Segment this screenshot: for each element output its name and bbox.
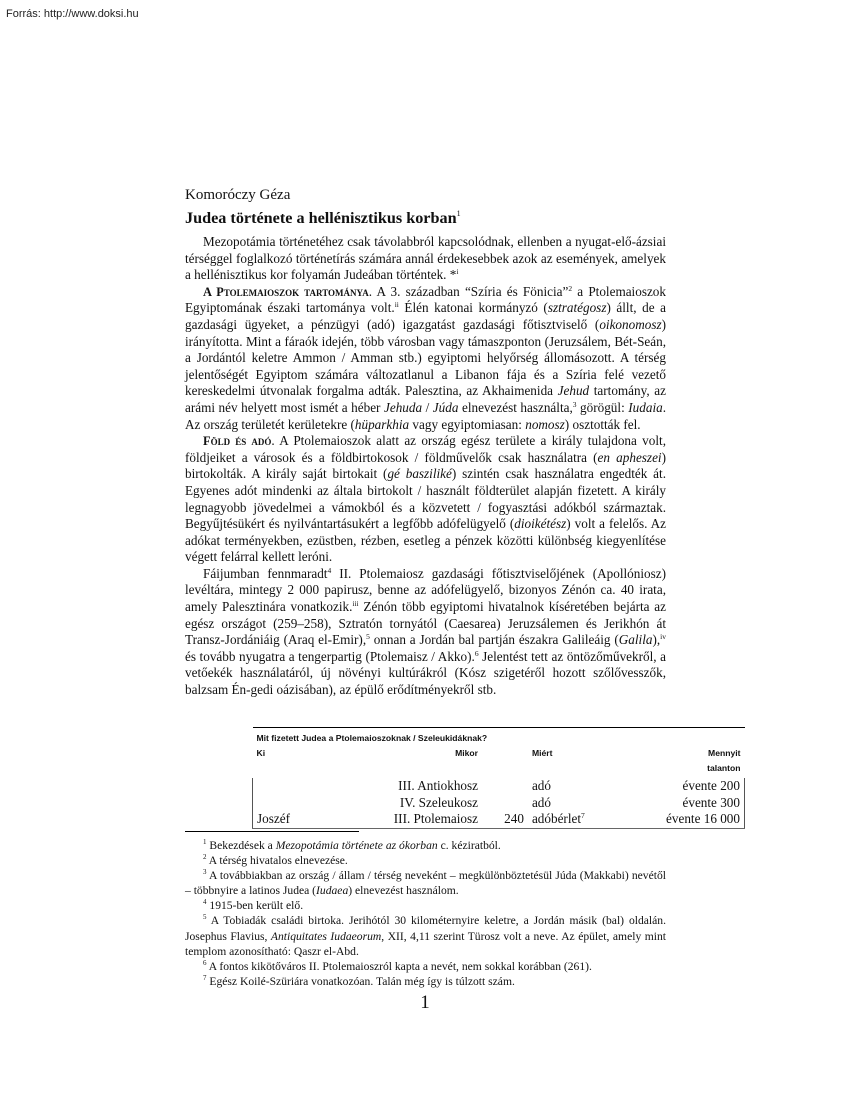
text: c. kéziratból. (437, 839, 501, 852)
cell-mennyit: évente 16 000 (618, 811, 745, 828)
footnote-7 (185, 974, 666, 989)
footnote-number: 6 (203, 958, 207, 967)
text: tartomány, az arámi név helyett most ismét a héber (185, 383, 666, 415)
term: en apheszei (597, 449, 662, 465)
footnote-ref[interactable]: 7 (581, 811, 585, 821)
term: nomosz (525, 416, 565, 432)
section-heading: Föld és adó (203, 434, 272, 449)
text: Zénón több egyiptomi hivatalnok kíséretében bejárta az egész országot (259–258), Sztratón tornyától (Caesarea) Jeruzsálemen és Jerikhón át Transz-Jordániáig (Araq el-Emir), (185, 599, 667, 648)
author-name: Komoróczy Géza (185, 187, 291, 203)
header-mikor: Mikor (455, 748, 479, 758)
footnote-number: 2 (203, 853, 207, 862)
endnote-ref[interactable]: iv (660, 632, 666, 642)
text: Fáijumban fennmaradt (203, 565, 328, 581)
cell-miert-text: adó (531, 794, 551, 810)
footnote-divider (185, 831, 359, 832)
cell-ki (253, 795, 371, 812)
text: A továbbiakban az ország / állam / térség neveként – megkülönböztetésül Júda (Makkabi) nevétől – többnyire a latinos Judea ( (185, 869, 666, 898)
cell-year (482, 778, 528, 795)
term: Júda (432, 399, 459, 415)
term: sztratégosz (547, 300, 607, 316)
page-number: 1 (420, 992, 430, 1013)
text: A térség hivatalos elnevezése. (206, 854, 348, 868)
article-body (185, 234, 666, 699)
cell-year (482, 795, 528, 812)
text: ) volt a felelős. Az adókat terményekben, ezüstben, rézben, esetleg a pénzek közötti különbség kiegyenlítése végett felárral kellett leróni. (185, 516, 667, 565)
text: 1915-ben került elő. (206, 899, 304, 913)
header-mennyit-line1: Mennyit (708, 748, 741, 758)
term: gé basziliké (387, 466, 452, 482)
footnote-ref[interactable]: 2 (568, 283, 573, 293)
text: vagy egyiptomiasan: (409, 416, 526, 432)
cell-miert-text: adóbérlet (531, 811, 581, 827)
footnote-number: 3 (203, 868, 207, 877)
term: dioikétész (514, 516, 567, 532)
text: Mezopotámia történetéhez csak távolabbról kapcsolódnak, ellenben a nyugat-elő-ázsiai térséggel foglalkozó történetírás számára annál érdekesebbek azok az események, amelyek a hellénisztikus kor folyamán Judeában történtek. * (185, 234, 666, 283)
header-miert: Miért (531, 748, 553, 758)
title-text: Judea története a hellénisztikus korban (185, 209, 457, 227)
book-title: Antiquitates Iudaeorum (270, 929, 382, 943)
cell-mikor: III. Ptolemaiosz (370, 811, 482, 828)
text: ) szintén csak használatra engedték át. Egyenes adót mindenki az általa birtokolt / használt földterület alapján fizetett. A király legnagyobb jövedelmei a vámokból és a közvetett / fogyasztási adókból származtak. Begyűjtésükért és nyilvántartásukért a legfőbb adófelügyelő ( (185, 466, 666, 532)
book-title: Mezopotámia története az ókorban (275, 839, 438, 852)
cell-year: 240 (482, 811, 528, 828)
text: a Ptolemaioszok Egyiptomának északi tartománya volt. (185, 283, 666, 316)
text: ) irányította. Mint a fáraók idején, több városban vagy támaszponton (Jeruzsálem, Bét-Seán, a Jordántól keletre Ammon / Amman stb.) egyiptomi helyőrség állomásozott. A térség jelentőségét Egyiptom számára változatlanul a Libanon fája és a Szíria felé vezető kereskedelmi útvonalak forgalma adták. Palesztina, az Akhaimenida (185, 316, 666, 399)
term: oikonomosz (599, 316, 662, 332)
text: , (381, 929, 388, 943)
text: ) elnevezést használom. (348, 884, 459, 898)
footnote-number: 7 (203, 973, 207, 982)
text: / (422, 399, 433, 415)
table-row (253, 811, 745, 828)
footnote-2 (185, 853, 666, 868)
term: Jehud (557, 383, 590, 399)
text: . A 3. században “Szíria és Fönicia” (368, 283, 569, 299)
footnote-1 (185, 838, 666, 853)
roman-numeral: XII (387, 929, 404, 943)
text: onnan a Jordán bal partján északra Galileáig ( (369, 632, 619, 648)
text: A Tobiadák családi birtoka. Jerihótól 30 kilométernyire keletre, a Jordán másik (bal) oldalán. Josephus Flavius, (185, 914, 666, 943)
paragraph-zenon (185, 566, 666, 699)
section-heading: A Ptolemaioszok tartománya (203, 284, 369, 299)
cell-miert (528, 811, 618, 828)
footnote-3 (185, 868, 666, 898)
cell-ki (253, 778, 371, 795)
text: A fontos kikötőváros II. Ptolemaioszról kapta a nevét, nem sokkal korábban (261). (206, 959, 592, 973)
header-mennyit (618, 746, 745, 778)
source-label: Forrás: http://www.doksi.hu (6, 8, 139, 20)
footnote-ref[interactable]: 5 (366, 632, 370, 642)
footnotes (185, 838, 666, 989)
term: hüparkhia (354, 416, 410, 432)
cell-mikor: IV. Szeleukosz (399, 794, 479, 810)
text: ) birtokolták. A király saját birtokait ( (185, 449, 666, 482)
term: Iudaia (628, 399, 663, 415)
text: . A Ptolemaioszok alatt az ország egész területe a király tulajdona volt, földjeiket a városok és a földbirtokosok / földművelők csak használatra ( (185, 433, 666, 465)
term: Galila (618, 632, 653, 648)
text: ) osztották fel. (564, 416, 641, 432)
table-header-row (253, 746, 745, 778)
footnote-ref[interactable]: 6 (474, 648, 479, 658)
endnote-ref[interactable]: ii (394, 300, 399, 310)
text: Egész Koilé-Szüriára vonatkozóan. Talán még így is túlzott szám. (206, 974, 515, 988)
cell-mennyit: évente 200 (618, 778, 745, 795)
table-row (253, 795, 745, 812)
endnote-ref[interactable]: iii (352, 599, 359, 609)
cell-mennyit: évente 300 (618, 795, 745, 812)
table-row (253, 778, 745, 795)
article-title (185, 204, 666, 228)
text: , 4,11 szerint Türosz volt a neve. Az épület, amely mint templom azonosítható: Qaszr el-Abd. (185, 929, 666, 958)
term: Jehuda (383, 399, 423, 415)
cell-miert (528, 778, 618, 795)
text: ) állt, de a gazdasági ügyeket, a pénzügyi (adó) igazgatást gazdasági főtisztviselő ( (185, 300, 666, 332)
table-caption-row (253, 728, 745, 747)
paragraph-fold-es-ado (185, 433, 666, 566)
text: Jelentést tett az öntözőművekről, a vetőekék használatáról, új növényi kultúrákról (Kósz szigetéről hozott szőlővesszők, balzsam Én-gedi oázisában), az épülő erődítményekről stb. (185, 648, 666, 698)
text: II. Ptolemaiosz gazdasági főtisztviselőjének (Apollóniosz) levéltára, mintegy 2 000 papirusz, benne az adófelügyelő, bizonyos Zénón ca. 40 irata, amely Palesztinára vonatkozik. (185, 565, 666, 615)
cell-miert (528, 795, 618, 812)
footnote-number: 1 (203, 838, 207, 846)
footnote-6 (185, 959, 666, 974)
footnote-number: 4 (203, 898, 207, 907)
endnote-ref[interactable]: i (456, 267, 459, 277)
text: . Az ország területét kerületekre ( (185, 399, 666, 432)
text: görögül: (576, 399, 629, 415)
footnote-ref[interactable]: 3 (572, 399, 577, 409)
header-ki: Ki (256, 748, 266, 758)
text: Élén katonai kormányzó ( (398, 300, 548, 316)
table-caption: Mit fizetett Judea a Ptolemaioszoknak / Szeleukidáknak? (253, 728, 745, 747)
footnote-4 (185, 898, 666, 913)
footnote-5 (185, 913, 666, 958)
text: és tovább nyugatra a tengerpartig (Ptolemaisz / Akko). (185, 648, 475, 664)
tribute-table (252, 727, 745, 829)
text: Bekezdések a (206, 839, 276, 852)
footnote-ref[interactable]: 4 (327, 565, 332, 575)
paragraph-ptolemaioszok (185, 284, 666, 433)
term: Iudaea (316, 884, 349, 898)
header-mennyit-line2: talanton (707, 763, 741, 773)
footnote-number: 5 (203, 913, 207, 922)
cell-ki: Joszéf (253, 811, 371, 828)
cell-miert-text: adó (531, 778, 551, 793)
title-footnote-ref[interactable]: 1 (456, 209, 461, 218)
text: elnevezést használta, (458, 399, 573, 415)
cell-mikor: III. Antiokhosz (398, 778, 479, 793)
text: ), (652, 632, 661, 648)
paragraph-intro (185, 234, 666, 284)
header-spacer (482, 746, 528, 778)
main-text (185, 186, 666, 699)
